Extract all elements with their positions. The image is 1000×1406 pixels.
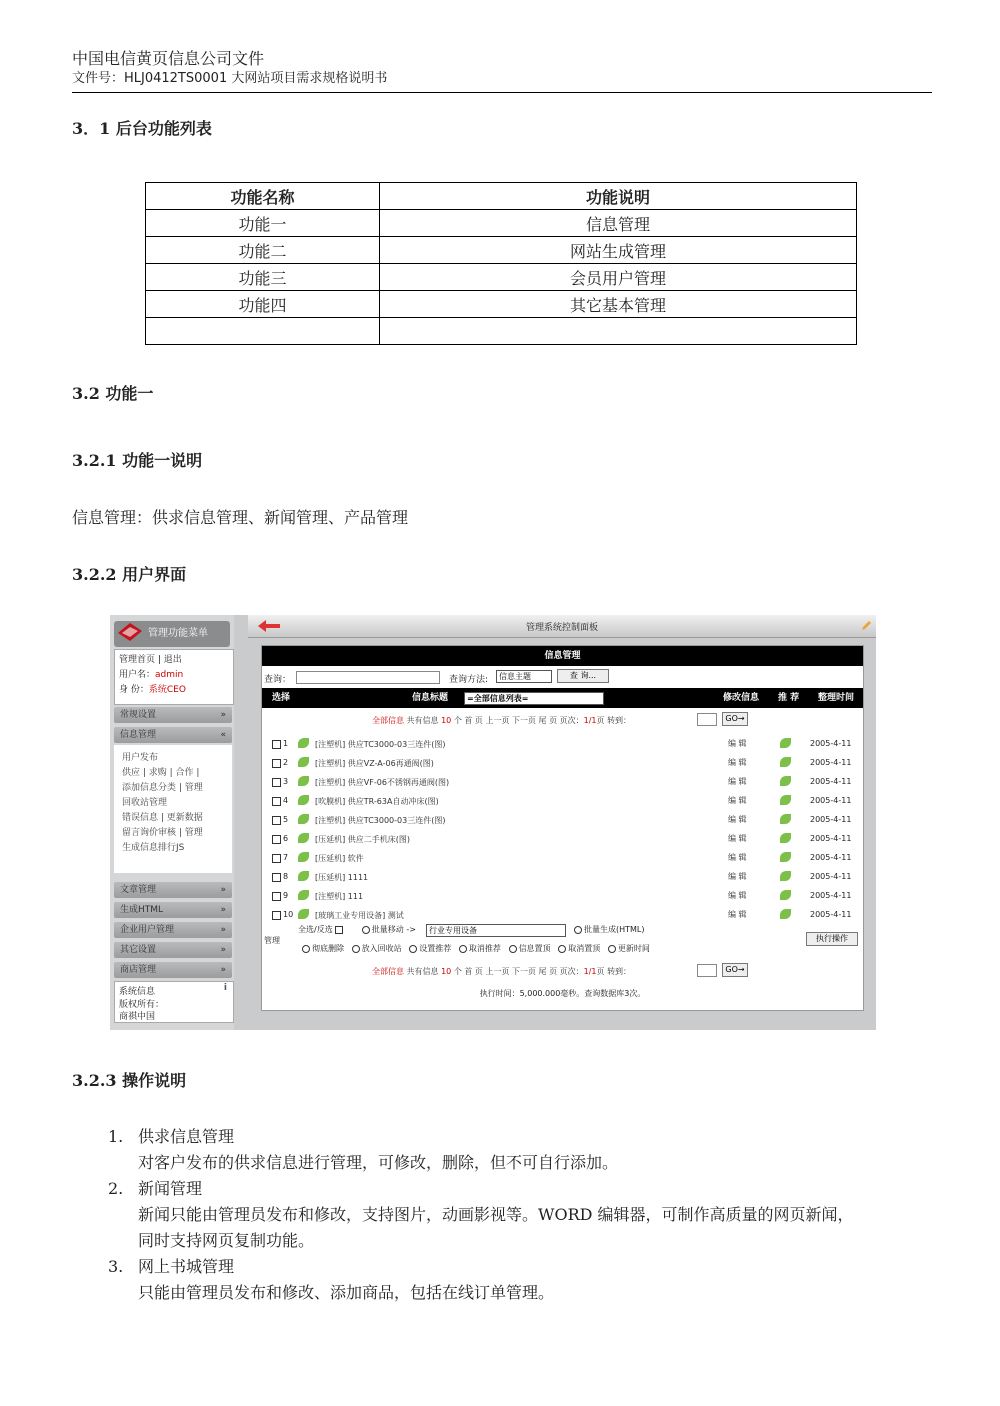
recommend-leaf-icon[interactable] <box>780 833 791 843</box>
row-number: 2 <box>283 758 289 767</box>
row-title[interactable]: [压延机] 供应二手机床(图) <box>315 835 411 844</box>
table-row <box>262 774 863 792</box>
col-title: 信息标题 <box>412 693 449 703</box>
table-header-cell: 功能名称 <box>146 183 380 210</box>
op-radio[interactable] <box>302 945 310 953</box>
row-title[interactable]: [压延机] 软件 <box>315 854 364 863</box>
method-label: 查询方法: <box>449 675 489 685</box>
row-edit-link[interactable]: 编 辑 <box>728 739 747 748</box>
op-radio[interactable] <box>608 945 616 953</box>
op-label: 彻底删除 <box>312 944 344 953</box>
op-label: 放入回收站 <box>361 944 402 953</box>
row-edit-link[interactable]: 编 辑 <box>728 853 747 862</box>
doc-number: 文件号：HLJ0412TS0001 大网站项目需求规格说明书 <box>72 71 388 86</box>
row-checkbox[interactable] <box>272 892 281 901</box>
row-title[interactable]: [注塑机] 111 <box>315 892 364 901</box>
row-date: 2005-4-11 <box>810 815 852 824</box>
role-line <box>119 682 186 695</box>
table-row <box>146 291 857 318</box>
table-header-row <box>146 183 857 210</box>
section-3-2-2-heading: 3.2.2 用户界面 <box>72 565 187 584</box>
pager-unit: 个 <box>453 716 462 725</box>
menu-bar-label: 商店管理 <box>120 965 157 975</box>
recommend-leaf-icon[interactable] <box>780 795 791 805</box>
row-checkbox[interactable] <box>272 873 281 882</box>
row-date: 2005-4-11 <box>810 891 852 900</box>
list-number: 1. <box>108 1127 124 1146</box>
section-3-2-3-heading: 3.2.3 操作说明 <box>72 1071 187 1090</box>
row-checkbox[interactable] <box>272 759 281 768</box>
method-select[interactable]: 信息主题 <box>496 670 552 683</box>
recommend-leaf-icon[interactable] <box>780 757 791 767</box>
op-label: 信息置顶 <box>518 944 551 953</box>
pager-goto: 转到： <box>607 967 632 976</box>
list-item-desc: 对客户发布的供求信息进行管理，可修改，删除，但不可自行添加。 <box>138 1153 619 1172</box>
table-row <box>146 210 857 237</box>
row-date: 2005-4-11 <box>810 758 852 767</box>
row-title[interactable]: [玻璃工业专用设备] 测试 <box>315 911 404 920</box>
ops-row <box>302 943 650 954</box>
pager-page-unit: 页 <box>596 967 605 976</box>
pager-count: 10 <box>441 967 452 976</box>
go-button[interactable]: GO→ <box>722 963 748 977</box>
menu-bar-label: 文章管理 <box>120 885 157 895</box>
row-date: 2005-4-11 <box>810 910 852 919</box>
menu-bar-label: 生成HTML <box>120 905 164 915</box>
op-label: 取消推荐 <box>468 944 501 953</box>
list-number: 3. <box>108 1257 124 1276</box>
leaf-icon <box>298 871 309 881</box>
row-edit-link[interactable]: 编 辑 <box>728 834 747 843</box>
row-checkbox[interactable] <box>272 797 281 806</box>
leaf-icon <box>298 738 309 748</box>
recommend-leaf-icon[interactable] <box>780 852 791 862</box>
top-links[interactable]: 管理首页 | 退出 <box>119 655 182 665</box>
pager-page: 1/1 <box>583 716 597 725</box>
section-3-2-1-text: 信息管理：供求信息管理、新闻管理、产品管理 <box>72 508 409 527</box>
menu-bar-label: 常规设置 <box>120 710 157 720</box>
table-row <box>262 755 863 773</box>
col-select: 选择 <box>272 693 291 703</box>
query-label: 查询： <box>264 675 292 685</box>
row-date: 2005-4-11 <box>810 872 852 881</box>
table-row <box>262 907 863 925</box>
row-edit-link[interactable]: 编 辑 <box>728 872 747 881</box>
book-logo-icon <box>116 619 144 643</box>
function-table <box>145 182 857 345</box>
row-checkbox[interactable] <box>272 835 281 844</box>
row-title[interactable]: [注塑机] 供应TC3000-03三连件(图) <box>315 816 446 825</box>
row-number: 5 <box>283 815 289 824</box>
row-number: 1 <box>283 739 289 748</box>
row-title[interactable]: [压延机] 1111 <box>315 873 369 882</box>
pager-all[interactable]: 全部信息 <box>372 716 404 725</box>
company-name: 中国电信黄页信息公司文件 <box>72 49 265 68</box>
submenu-item[interactable]: 用户发布 <box>122 753 159 763</box>
row-edit-link[interactable]: 编 辑 <box>728 777 747 786</box>
row-title[interactable]: [注塑机] 供应VZ-A-06再通阀(图) <box>315 759 434 768</box>
row-checkbox[interactable] <box>272 740 281 749</box>
op-label: 更新时间 <box>617 944 650 953</box>
panel-title: 管理系统控制面板 <box>525 623 598 633</box>
pager-all[interactable]: 全部信息 <box>372 967 404 976</box>
row-number: 6 <box>283 834 289 843</box>
submenu-item[interactable]: 供应 | 求购 | 合作 | <box>122 768 200 778</box>
list-number: 2. <box>108 1179 124 1198</box>
row-checkbox[interactable] <box>272 778 281 787</box>
submenu-item[interactable]: 添加信息分类 | 管理 <box>122 783 203 793</box>
op-radio[interactable] <box>558 945 566 953</box>
op-label: 设置推荐 <box>419 944 452 953</box>
batch-move-radio[interactable] <box>362 926 370 934</box>
pager-nav[interactable]: 首 页 上一页 下一页 尾 页 <box>464 967 558 976</box>
submenu-item[interactable]: 错误信息 | 更新数据 <box>122 813 203 823</box>
row-number: 8 <box>283 872 289 881</box>
row-date: 2005-4-11 <box>810 739 852 748</box>
copyright-value: 商祺中国 <box>119 1012 156 1022</box>
ui-screenshot <box>110 615 876 1030</box>
pager-page-label: 页次： <box>559 716 584 725</box>
table-cell: 网站生成管理 <box>380 237 857 264</box>
table-row <box>262 812 863 830</box>
batch-html-label: 批量生成(HTML) <box>584 925 645 934</box>
query-input[interactable] <box>296 671 440 684</box>
exec-time: 执行时间：5,000.000毫秒。查询数据库3次。 <box>479 989 646 998</box>
user-label: 用户名： <box>119 670 156 680</box>
table-cell: 会员用户管理 <box>380 264 857 291</box>
op-label: 取消置顶 <box>568 944 601 953</box>
table-cell: 信息管理 <box>380 210 857 237</box>
pager-total-pre: 共有信息 <box>406 716 439 725</box>
list-item-title: 供求信息管理 <box>138 1127 235 1146</box>
pencil-icon[interactable] <box>860 620 872 632</box>
menu-bar-label: 其它设置 <box>120 945 157 955</box>
submenu-item[interactable]: 留言询价审核 | 管理 <box>122 828 203 838</box>
leaf-icon <box>298 814 309 824</box>
row-edit-link[interactable]: 编 辑 <box>728 796 747 805</box>
role-value: 系统CEO <box>148 685 186 695</box>
table-cell: 功能四 <box>146 291 380 318</box>
title-filter-select[interactable]: =全部信息列表= <box>464 692 604 705</box>
table-row <box>262 736 863 754</box>
user-value: admin <box>155 670 184 680</box>
chevron-up-icon: « <box>220 730 226 740</box>
row-date: 2005-4-11 <box>810 834 852 843</box>
row-edit-link[interactable]: 编 辑 <box>728 910 747 919</box>
chevron-down-icon: » <box>220 905 226 915</box>
table-cell: 功能二 <box>146 237 380 264</box>
batch-target-select[interactable]: 行业专用设备 <box>426 924 566 937</box>
execute-button[interactable]: 执行操作 <box>806 932 858 946</box>
table-row <box>146 264 857 291</box>
row-number: 9 <box>283 891 289 900</box>
go-button[interactable]: GO→ <box>722 712 748 726</box>
select-all-label[interactable]: 全选/反选 <box>298 925 333 934</box>
pager-bottom <box>372 966 631 977</box>
col-recommend: 推 荐 <box>778 693 800 703</box>
table-cell <box>380 318 857 345</box>
admin-sidebar <box>110 615 234 1030</box>
chevron-down-icon: » <box>220 710 226 720</box>
menu-bar-label: 企业用户管理 <box>120 925 175 935</box>
batch-html-radio[interactable] <box>574 926 582 934</box>
query-row <box>262 668 863 686</box>
row-title[interactable]: [注塑机] 供应VF-06不锈钢再通阀(图) <box>315 778 450 787</box>
leaf-icon <box>298 890 309 900</box>
op-radio[interactable] <box>409 945 417 953</box>
goto-input[interactable] <box>697 713 717 726</box>
user-line <box>119 667 183 680</box>
table-row <box>146 318 857 345</box>
row-checkbox[interactable] <box>272 911 281 920</box>
menu-bar-html[interactable] <box>114 902 232 918</box>
pager-unit: 个 <box>453 967 462 976</box>
section-3-2-heading: 3.2 功能一 <box>72 384 154 403</box>
op-radio[interactable] <box>352 945 360 953</box>
row-number: 10 <box>283 910 294 919</box>
submenu-item[interactable]: 回收站管理 <box>122 798 168 808</box>
batch-move-label: 批量移动 -> <box>371 925 416 934</box>
info-panel <box>261 645 864 1011</box>
sys-info-label: 系统信息 <box>119 987 156 997</box>
row-date: 2005-4-11 <box>810 777 852 786</box>
table-row <box>262 850 863 868</box>
manage-label: 管理 <box>264 936 280 945</box>
list-header-row <box>262 688 863 708</box>
recommend-leaf-icon[interactable] <box>780 738 791 748</box>
query-button[interactable]: 查 询... <box>557 669 609 683</box>
menu-bar-article[interactable] <box>114 882 232 898</box>
leaf-icon <box>298 833 309 843</box>
info-icon: i <box>223 983 227 993</box>
recommend-leaf-icon[interactable] <box>780 871 791 881</box>
leaf-icon <box>298 795 309 805</box>
table-row <box>262 869 863 887</box>
list-item-title: 新闻管理 <box>138 1179 203 1198</box>
row-title[interactable]: [吹膜机] 供应TR-63A自动冲床(图) <box>315 797 439 806</box>
sys-info-box <box>114 981 234 1023</box>
row-edit-link[interactable]: 编 辑 <box>728 891 747 900</box>
row-date: 2005-4-11 <box>810 853 852 862</box>
recommend-leaf-icon[interactable] <box>780 814 791 824</box>
leaf-icon <box>298 776 309 786</box>
leaf-icon <box>298 757 309 767</box>
list-item-desc: 只能由管理员发布和修改、添加商品，包括在线订单管理。 <box>138 1283 555 1302</box>
pager-top <box>372 715 631 726</box>
batch-row <box>298 924 416 935</box>
row-checkbox[interactable] <box>272 816 281 825</box>
panel-topbar <box>248 615 876 638</box>
table-row <box>262 793 863 811</box>
row-edit-link[interactable]: 编 辑 <box>728 815 747 824</box>
pager-count: 10 <box>441 716 452 725</box>
pager-nav[interactable]: 首 页 上一页 下一页 尾 页 <box>464 716 558 725</box>
row-number: 4 <box>283 796 289 805</box>
select-all-checkbox[interactable] <box>335 926 343 934</box>
recommend-leaf-icon[interactable] <box>780 776 791 786</box>
user-box <box>114 649 234 705</box>
menu-bar-label: 信息管理 <box>120 730 157 740</box>
table-row <box>262 888 863 906</box>
menu-bar-info[interactable] <box>114 727 232 743</box>
col-edit: 修改信息 <box>723 693 760 703</box>
table-header-cell: 功能说明 <box>380 183 857 210</box>
header-rule <box>72 92 932 93</box>
row-number: 3 <box>283 777 289 786</box>
table-cell: 其它基本管理 <box>380 291 857 318</box>
section-3-2-1-heading: 3.2.1 功能一说明 <box>72 451 203 470</box>
chevron-down-icon: » <box>220 965 226 975</box>
menu-bar-settings[interactable] <box>114 707 232 723</box>
leaf-icon <box>298 852 309 862</box>
copyright-label: 版权所有： <box>119 1000 165 1010</box>
recommend-leaf-icon[interactable] <box>780 909 791 919</box>
doc-header <box>72 48 932 88</box>
submenu-item[interactable]: 生成信息排行JS <box>122 843 185 853</box>
info-panel-title: 信息管理 <box>262 646 863 666</box>
row-date: 2005-4-11 <box>810 796 852 805</box>
recommend-leaf-icon[interactable] <box>780 890 791 900</box>
col-time: 整理时间 <box>818 693 855 703</box>
list-item-title: 网上书城管理 <box>138 1257 235 1276</box>
chevron-down-icon: » <box>220 925 226 935</box>
chevron-down-icon: » <box>220 945 226 955</box>
list-item-desc: 新闻只能由管理员发布和修改，支持图片，动画影视等。WORD 编辑器，可制作高质量的网页新闻， <box>138 1205 854 1224</box>
role-label: 身 份： <box>119 685 149 695</box>
op-radio[interactable] <box>509 945 517 953</box>
pager-page-unit: 页 <box>596 716 605 725</box>
row-number: 7 <box>283 853 289 862</box>
row-title[interactable]: [注塑机] 供应TC3000-03三连件(图) <box>315 740 446 749</box>
goto-input[interactable] <box>697 964 717 977</box>
batch-html-option <box>574 924 645 935</box>
menu-title: 管理功能菜单 <box>114 621 230 647</box>
pager-total-pre: 共有信息 <box>406 967 439 976</box>
table-row <box>146 237 857 264</box>
chevron-down-icon: » <box>220 885 226 895</box>
table-cell: 功能一 <box>146 210 380 237</box>
row-checkbox[interactable] <box>272 854 281 863</box>
op-radio[interactable] <box>459 945 467 953</box>
row-edit-link[interactable]: 编 辑 <box>728 758 747 767</box>
menu-bar-enterprise[interactable] <box>114 922 232 938</box>
table-cell <box>146 318 380 345</box>
menu-bar-other[interactable] <box>114 942 232 958</box>
table-cell: 功能三 <box>146 264 380 291</box>
section-3-1-heading: 3．1 后台功能列表 <box>72 119 212 138</box>
pager-page-label: 页次： <box>559 967 584 976</box>
list-item-desc: 同时支持网页复制功能。 <box>138 1231 315 1250</box>
pager-goto: 转到： <box>607 716 632 725</box>
pager-page: 1/1 <box>583 967 597 976</box>
table-row <box>262 831 863 849</box>
leaf-icon <box>298 909 309 919</box>
admin-main <box>248 615 876 1030</box>
menu-bar-shop[interactable] <box>114 962 232 978</box>
